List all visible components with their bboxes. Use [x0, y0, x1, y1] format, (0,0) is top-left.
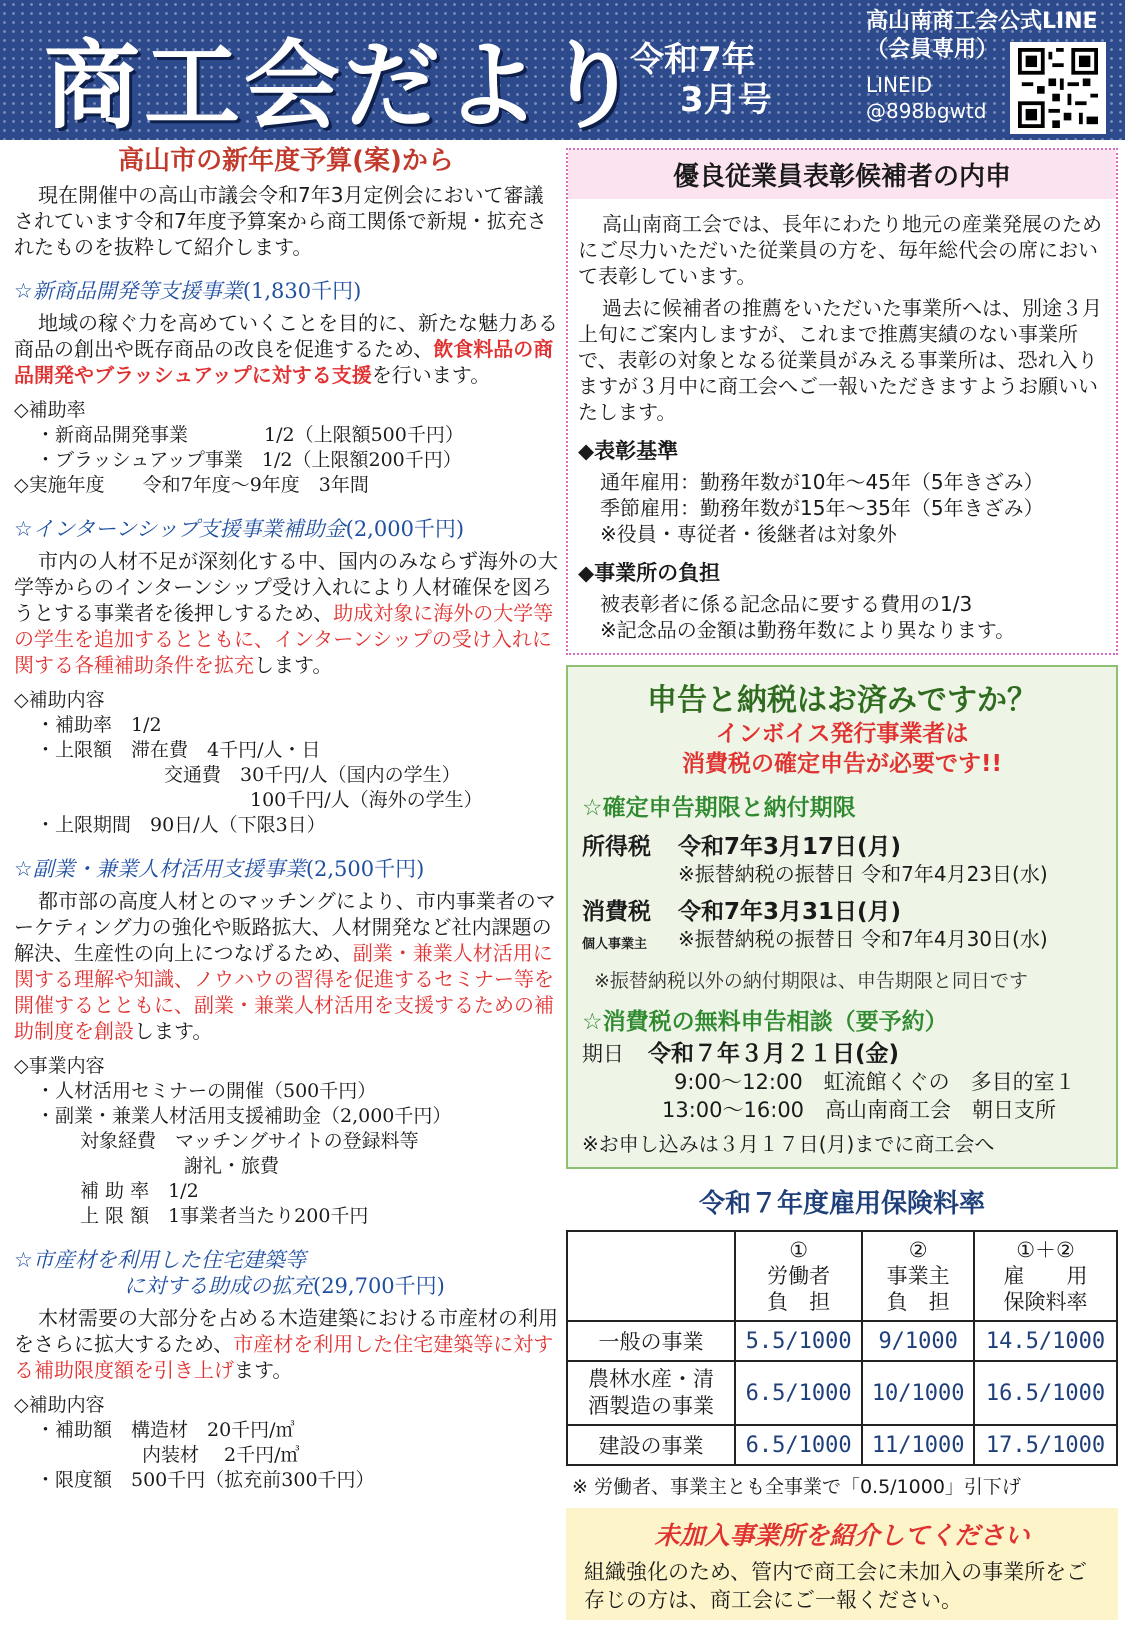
burden-line: ※記念品の金額は勤務年数により異なります。 [600, 618, 1016, 642]
column-label: 雇 用 [1003, 1264, 1088, 1288]
income-tax-date: 令和7年3月17日(月) [678, 834, 902, 860]
table-header-row [567, 1231, 1117, 1321]
application-note: ※お申し込みは３月１７日(月)までに商工会へ [582, 1132, 995, 1156]
item-heading-text: ☆インターンシップ支援事業補助金 [14, 517, 346, 541]
criteria-line: ※役員・専従者・後継者は対象外 [600, 522, 897, 546]
body-highlight: 市産材を利用した住宅建築等に対する補助限度額を引き上げ [14, 1332, 554, 1382]
item-heading-text: ☆副業・兼業人材活用支援事業 [14, 857, 306, 881]
item-heading [14, 856, 558, 882]
total-rate: 14.5/1000 [974, 1321, 1117, 1361]
detail-line: ・限度額 500千円（拡充前300千円） [36, 1469, 375, 1491]
item-amount: (2,500千円) [305, 857, 425, 881]
consultation-date-row [582, 1040, 1102, 1068]
qr-code-icon[interactable] [1010, 42, 1106, 134]
worker-rate: 6.5/1000 [735, 1361, 862, 1425]
item-body [14, 310, 558, 388]
worker-rate: 5.5/1000 [735, 1321, 862, 1361]
detail-line: ◇補助率 [14, 399, 86, 421]
budget-column [14, 148, 558, 1493]
tax-subtitle-2: 消費税の確定申告が必要です!! [682, 751, 1002, 777]
item-details [14, 398, 558, 498]
item-amount: (29,700千円) [313, 1274, 445, 1298]
award-para-1: 高山南商工会では、長年にわたり地元の産業発展のためにご尽力いただいた従業員の方を、毎年総代会の席において表彰しています。 [578, 212, 1102, 288]
income-tax-row [582, 828, 1102, 861]
income-tax-note: ※振替納税の振替日 令和7年4月23日(水) [678, 862, 1048, 886]
table-row [567, 1425, 1117, 1465]
detail-line: ・上限額 滞在費 4千円/人・日 [36, 739, 321, 761]
consumption-tax-date: 令和7年3月31日(月) [678, 899, 902, 925]
line-id: @898bgwtd [866, 99, 987, 123]
employer-rate: 10/1000 [862, 1361, 974, 1425]
detail-line: 謝礼・旅費 [184, 1155, 280, 1177]
consumption-tax-note: ※振替納税の振替日 令和7年4月30日(水) [678, 927, 1048, 951]
table-corner [567, 1231, 735, 1321]
column-label: 負 担 [886, 1290, 950, 1314]
tax-title: 申告と納税はお済みですか？ [647, 683, 1037, 718]
item-details [14, 1393, 558, 1493]
table-row [567, 1361, 1117, 1425]
detail-line: 内装材 2千円/㎥ [142, 1444, 300, 1466]
award-box [566, 148, 1118, 655]
worker-rate: 6.5/1000 [735, 1425, 862, 1465]
body-text: します。 [254, 653, 333, 677]
employer-rate: 9/1000 [862, 1321, 974, 1361]
newsletter-header [0, 0, 1125, 140]
column-number: ② [908, 1238, 928, 1262]
column-number: ①＋② [1016, 1238, 1075, 1262]
column-label: 労働者 [767, 1264, 831, 1288]
issue-year: 令和7年 [630, 40, 756, 80]
column-label: 保険料率 [1003, 1290, 1088, 1314]
employer-rate: 11/1000 [862, 1425, 974, 1465]
detail-line: 100千円/人（海外の学生） [250, 789, 483, 811]
detail-line: 対象経費 マッチングサイトの登録料等 [80, 1130, 419, 1152]
item-heading [14, 278, 558, 304]
tax-subtitle-1: インボイス発行事業者は [715, 721, 969, 747]
consultation-date: 令和７年３月２１日(金) [648, 1041, 900, 1067]
detail-line: ◇補助内容 [14, 1394, 105, 1416]
income-tax-label: 所得税 [582, 834, 651, 860]
item-heading-text: に対する助成の拡充 [124, 1274, 313, 1298]
body-highlight: 副業・兼業人材活用に関する理解や知識、ノウハウの習得を促進するセミナー等を開催するとともに、副業・兼業人材活用を支援するための補助制度を創設 [14, 941, 554, 1043]
consumption-tax-label: 消費税 [582, 899, 651, 925]
item-amount: (2,000千円) [345, 517, 465, 541]
right-column [566, 148, 1118, 1499]
line-id-label: LINEID [866, 73, 932, 97]
detail-line: ◇補助内容 [14, 689, 105, 711]
row-label: 建設の事業 [567, 1425, 735, 1465]
body-text: を行います。 [371, 363, 491, 387]
item-body [14, 888, 558, 1044]
detail-line: ・副業・兼業人材活用支援補助金（2,000千円） [36, 1105, 452, 1127]
row-label: 一般の事業 [567, 1321, 735, 1361]
budget-title: 高山市の新年度予算(案)から [118, 146, 454, 176]
body-highlight: 助成対象に海外の大学等の学生を追加するとともに、インターンシップの受け入れに関する各種補助条件を拡充 [14, 601, 554, 677]
sole-proprietor-label: 個人事業主 [582, 937, 648, 952]
detail-line: ・補助率 1/2 [36, 714, 162, 736]
item-heading [14, 1247, 558, 1299]
issue-label [630, 40, 772, 120]
column-header [862, 1231, 974, 1321]
income-tax-note-row [582, 861, 1102, 887]
body-text: 木材需要の大部分を占める木造建築における市産材の利用をさらに拡大するため、 [14, 1306, 558, 1356]
item-heading-text: ☆市産材を利用した住宅建築等 [14, 1248, 306, 1272]
total-rate: 16.5/1000 [974, 1361, 1117, 1425]
deadline-heading: ☆確定申告期限と納付期限 [582, 795, 856, 821]
body-text: します。 [134, 1019, 213, 1043]
detail-line: ・ブラッシュアップ事業 1/2（上限額200千円） [36, 449, 462, 471]
detail-line: ◇実施年度 令和7年度～9年度 3年間 [14, 474, 369, 496]
consumption-tax-row [582, 893, 1102, 926]
body-text: 市内の人材不足が深刻化する中、国内のみならず海外の大学等からのインターンシップ受け入れにより人材確保を図ろうとする事業者を後押しするため、 [14, 549, 558, 625]
criteria-heading: ◆表彰基準 [578, 439, 679, 463]
body-text: ます。 [234, 1358, 293, 1382]
body-highlight: 飲食料品の商品開発やブラッシュアップに対する支援 [14, 337, 554, 387]
insurance-title: 令和７年度雇用保険料率 [698, 1189, 985, 1219]
total-rate: 17.5/1000 [974, 1425, 1117, 1465]
column-header [974, 1231, 1117, 1321]
body-text: 地域の稼ぐ力を高めていくことを目的に、新たな魅力ある商品の創出や既存商品の改良を促進するため、 [14, 311, 558, 361]
line-title: 高山南商工会公式LINE [866, 9, 1098, 34]
consumption-tax-note-row [582, 926, 1102, 958]
body-text: 都市部の高度人材とのマッチングにより、市内事業者のマーケティング力の強化や販路拡大、人材開発など社内課題の解決、生産性の向上につなげるため、 [14, 889, 556, 965]
detail-line: 補 助 率 1/2 [80, 1180, 199, 1202]
column-label: 事業主 [886, 1264, 950, 1288]
detail-line: 上 限 額 1事業者当たり200千円 [80, 1205, 369, 1227]
consultation-heading: ☆消費税の無料申告相談（要予約） [582, 1009, 948, 1035]
table-row [567, 1321, 1117, 1361]
item-body [14, 548, 558, 678]
recruit-title: 未加入事業所を紹介してください [654, 1521, 1030, 1550]
award-title: 優良従業員表彰候補者の内申 [568, 150, 1116, 199]
date-label: 期日 [582, 1042, 624, 1066]
tax-box [566, 665, 1118, 1169]
row-label: 農林水産・清酒製造の事業 [567, 1361, 735, 1425]
item-heading [14, 516, 558, 542]
detail-line: ・人材活用セミナーの開催（500千円） [36, 1080, 377, 1102]
criteria-line: 通年雇用：勤務年数が10年～45年（5年きざみ） [600, 470, 1044, 494]
insurance-note: ※ 労働者、事業主とも全事業で「0.5/1000」引下げ [572, 1476, 1021, 1498]
item-body [14, 1305, 558, 1383]
qr-code-graphic [1016, 48, 1100, 128]
detail-line: 交通費 30千円/人（国内の学生） [164, 764, 461, 786]
detail-line: ・新商品開発事業 1/2（上限額500千円） [36, 424, 464, 446]
item-heading-line2 [14, 1273, 558, 1299]
spacer [582, 861, 678, 887]
burden-heading: ◆事業所の負担 [578, 561, 721, 585]
recruit-body: 組織強化のため、管内で商工会に未加入の事業所をご存じの方は、商工会にご一報ください。 [584, 1560, 1088, 1612]
line-members-only: （会員専用） [866, 37, 999, 62]
column-number: ① [789, 1238, 809, 1262]
newsletter-title: 商工会だより [44, 30, 644, 142]
item-heading-text: ☆新商品開発等支援事業 [14, 279, 243, 303]
item-details [14, 688, 558, 838]
column-header [735, 1231, 862, 1321]
item-details [14, 1054, 558, 1229]
recruit-box [566, 1508, 1118, 1620]
issue-month: 3月号 [680, 80, 772, 120]
award-para-2: 過去に候補者の推薦をいただいた事業所へは、別途３月上旬にご案内しますが、これまで推薦実績のない事業所で、表彰の対象となる従業員がみえる事業所は、恐れ入りますが３月中に商工会へご一報いただきますようお願いいたします。 [578, 296, 1102, 424]
burden-line: 被表彰者に係る記念品に要する費用の1/3 [600, 592, 973, 616]
time-slot: 13:00～16:00 高山南商工会 朝日支所 [662, 1098, 1057, 1122]
criteria-line: 季節雇用：勤務年数が15年～35年（5年きざみ） [600, 496, 1044, 520]
insurance-table [566, 1230, 1118, 1466]
detail-line: ・上限期間 90日/人（下限3日） [36, 814, 326, 836]
budget-intro: 現在開催中の高山市議会令和7年3月定例会において審議されています令和7年度予算案から商工関係で新規・拡充されたものを抜粋して紹介します。 [14, 183, 547, 259]
payment-deadline-note: ※振替納税以外の納付期限は、申告期限と同日です [594, 970, 1028, 992]
detail-line: ・補助額 構造材 20千円/㎥ [36, 1419, 295, 1441]
item-amount: (1,830千円) [242, 279, 362, 303]
consultation-details [582, 1040, 1102, 1124]
time-slot: 9:00～12:00 虹流館くぐの 多目的室１ [674, 1070, 1076, 1094]
column-label: 負 担 [767, 1290, 831, 1314]
line-id-block [866, 72, 986, 124]
detail-line: ◇事業内容 [14, 1055, 105, 1077]
